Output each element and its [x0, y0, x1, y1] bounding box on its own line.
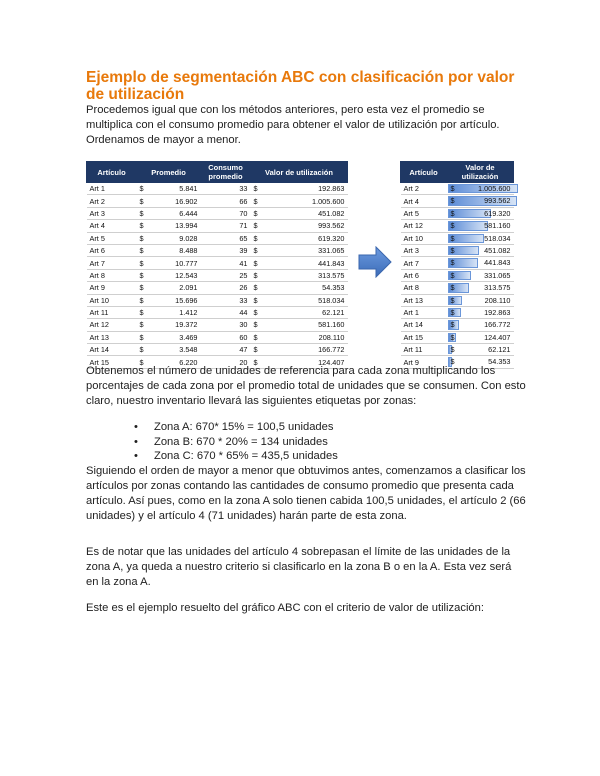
cell-valor — [447, 331, 514, 343]
table-body — [87, 183, 348, 369]
cell-articulo: Art 12 — [401, 220, 447, 232]
table-row — [401, 220, 514, 232]
cell-promedio: 1.412 — [153, 306, 201, 318]
cell-value: 619.320 — [484, 208, 511, 218]
cell-value: 54.353 — [488, 357, 511, 367]
cell-articulo: Art 15 — [87, 356, 137, 368]
cell-articulo: Art 8 — [401, 282, 447, 294]
cell-valor: 518.034 — [267, 294, 348, 306]
list-item: • Zona A: 670* 15% = 100,5 unidades — [134, 420, 338, 435]
cell-valor — [447, 232, 514, 244]
cell-currency: $ — [137, 294, 153, 306]
cell-currency: $ — [251, 356, 267, 368]
cell-currency: $ — [137, 269, 153, 281]
cell-value: 993.562 — [484, 196, 511, 206]
cell-currency: $ — [137, 207, 153, 219]
cell-valor — [447, 257, 514, 269]
cell-valor: 441.843 — [267, 257, 348, 269]
cell-value: 581.160 — [484, 221, 511, 231]
table-row — [401, 195, 514, 207]
cell-articulo: Art 5 — [87, 232, 137, 244]
zones-list — [134, 420, 338, 464]
cell-currency: $ — [137, 282, 153, 294]
cell-promedio: 6.220 — [153, 356, 201, 368]
table-body — [401, 183, 514, 369]
cell-consumo: 25 — [201, 269, 251, 281]
table-row — [401, 319, 514, 331]
table-row — [401, 294, 514, 306]
cell-articulo: Art 4 — [401, 195, 447, 207]
cell-promedio: 2.091 — [153, 282, 201, 294]
table-row — [87, 269, 348, 281]
cell-currency: $ — [137, 306, 153, 318]
table-row — [87, 244, 348, 256]
table-row — [401, 232, 514, 244]
cell-articulo: Art 3 — [87, 207, 137, 219]
cell-valor: 581.160 — [267, 319, 348, 331]
cell-valor — [447, 294, 514, 306]
cell-consumo: 33 — [201, 183, 251, 195]
cell-promedio: 3.469 — [153, 331, 201, 343]
cell-value: 331.065 — [484, 270, 511, 280]
cell-valor: 54.353 — [267, 282, 348, 294]
cell-valor — [447, 319, 514, 331]
cell-currency: $ — [251, 306, 267, 318]
cell-articulo: Art 6 — [87, 244, 137, 256]
cell-valor: 313.575 — [267, 269, 348, 281]
table-row — [401, 257, 514, 269]
cell-consumo: 30 — [201, 319, 251, 331]
cell-currency: $ — [137, 344, 153, 356]
table-row — [87, 344, 348, 356]
cell-currency: $ — [137, 232, 153, 244]
cell-value: 192.863 — [484, 307, 511, 317]
cell-currency: $ — [450, 196, 455, 206]
cell-currency: $ — [450, 332, 455, 342]
cell-articulo: Art 14 — [87, 344, 137, 356]
cell-valor — [447, 244, 514, 256]
cell-value: 518.034 — [484, 233, 511, 243]
cell-valor — [447, 195, 514, 207]
table-row — [401, 244, 514, 256]
cell-consumo: 70 — [201, 207, 251, 219]
table-row — [87, 282, 348, 294]
cell-currency: $ — [251, 232, 267, 244]
cell-currency: $ — [251, 331, 267, 343]
cell-valor: 192.863 — [267, 183, 348, 195]
cell-articulo: Art 15 — [401, 331, 447, 343]
cell-currency: $ — [137, 220, 153, 232]
cell-value: 124.407 — [484, 332, 511, 342]
cell-consumo: 60 — [201, 331, 251, 343]
table-row — [87, 294, 348, 306]
cell-promedio: 3.548 — [153, 344, 201, 356]
cell-consumo: 26 — [201, 282, 251, 294]
cell-promedio: 10.777 — [153, 257, 201, 269]
cell-currency: $ — [450, 208, 455, 218]
header-consumo: Consumo promedio — [201, 162, 251, 183]
header-valor: Valor de utilización — [447, 162, 514, 183]
cell-consumo: 71 — [201, 220, 251, 232]
cell-articulo: Art 8 — [87, 269, 137, 281]
cell-value: 313.575 — [484, 283, 511, 293]
cell-currency: $ — [450, 320, 455, 330]
cell-valor — [447, 306, 514, 318]
cell-articulo: Art 4 — [87, 220, 137, 232]
cell-consumo: 66 — [201, 195, 251, 207]
cell-currency: $ — [137, 319, 153, 331]
cell-promedio: 6.444 — [153, 207, 201, 219]
table-row — [87, 306, 348, 318]
cell-consumo: 20 — [201, 356, 251, 368]
cell-currency: $ — [251, 195, 267, 207]
cell-currency: $ — [137, 183, 153, 195]
cell-currency: $ — [251, 244, 267, 256]
cell-articulo: Art 2 — [87, 195, 137, 207]
cell-articulo: Art 11 — [87, 306, 137, 318]
table-header-row — [401, 162, 514, 183]
cell-articulo: Art 5 — [401, 207, 447, 219]
cell-promedio: 5.841 — [153, 183, 201, 195]
cell-currency: $ — [450, 221, 455, 231]
cell-promedio: 9.028 — [153, 232, 201, 244]
cell-promedio: 8.488 — [153, 244, 201, 256]
table-row — [87, 232, 348, 244]
cell-promedio: 12.543 — [153, 269, 201, 281]
cell-valor — [447, 207, 514, 219]
table-row — [401, 269, 514, 281]
cell-currency: $ — [137, 244, 153, 256]
cell-currency: $ — [450, 270, 455, 280]
cell-articulo: Art 13 — [87, 331, 137, 343]
table-row — [87, 220, 348, 232]
table-row — [87, 207, 348, 219]
cell-currency: $ — [137, 356, 153, 368]
cell-articulo: Art 11 — [401, 344, 447, 356]
cell-consumo: 65 — [201, 232, 251, 244]
table-row — [401, 183, 514, 195]
cell-value: 1.005.600 — [478, 184, 511, 193]
cell-value: 166.772 — [484, 320, 511, 330]
cell-valor: 208.110 — [267, 331, 348, 343]
cell-articulo: Art 7 — [87, 257, 137, 269]
cell-currency: $ — [137, 257, 153, 269]
cell-currency: $ — [450, 295, 455, 305]
list-item: • Zona B: 670 * 20% = 134 unidades — [134, 435, 338, 450]
right-arrow-icon — [358, 246, 392, 278]
cell-articulo: Art 14 — [401, 319, 447, 331]
cell-promedio: 16.902 — [153, 195, 201, 207]
closing-paragraph: Este es el ejemplo resuelto del gráfico ABC con el criterio de valor de utilización: — [86, 602, 484, 614]
table-row — [401, 344, 514, 356]
cell-consumo: 47 — [201, 344, 251, 356]
cell-currency: $ — [251, 294, 267, 306]
cell-currency: $ — [450, 357, 455, 367]
table-row — [401, 282, 514, 294]
cell-currency: $ — [450, 258, 455, 268]
table-header-row — [87, 162, 348, 183]
cell-currency: $ — [251, 207, 267, 219]
cell-articulo: Art 10 — [87, 294, 137, 306]
cell-articulo: Art 13 — [401, 294, 447, 306]
cell-currency: $ — [251, 257, 267, 269]
table-row — [401, 306, 514, 318]
cell-currency: $ — [450, 245, 455, 255]
cell-valor: 993.562 — [267, 220, 348, 232]
cell-articulo: Art 1 — [87, 183, 137, 195]
note-paragraph: Es de notar que las unidades del artículo 4 sobrepasan el límite de las unidades de la zona A, ya queda a nuestro criterio si clasificarlo en la zona B o en la A. Esta vez será en la zona A. — [86, 546, 512, 588]
table-row — [87, 183, 348, 195]
cell-articulo: Art 12 — [87, 319, 137, 331]
cell-articulo: Art 9 — [87, 282, 137, 294]
cell-consumo: 39 — [201, 244, 251, 256]
utilization-table — [86, 161, 348, 369]
cell-currency: $ — [251, 344, 267, 356]
cell-valor: 619.320 — [267, 232, 348, 244]
cell-currency: $ — [251, 220, 267, 232]
list-item: • Zona C: 670 * 65% = 435,5 unidades — [134, 449, 338, 464]
header-valor: Valor de utilización — [251, 162, 348, 183]
cell-valor: 62.121 — [267, 306, 348, 318]
cell-currency: $ — [450, 233, 455, 243]
table-row — [401, 207, 514, 219]
table-row — [87, 195, 348, 207]
cell-valor: 451.082 — [267, 207, 348, 219]
header-articulo: Artículo — [401, 162, 447, 183]
cell-valor — [447, 282, 514, 294]
cell-valor — [447, 344, 514, 356]
section-title: Ejemplo de segmentación ABC con clasificación por valor de utilización — [86, 69, 515, 103]
cell-currency: $ — [450, 184, 455, 193]
cell-articulo: Art 9 — [401, 356, 447, 368]
cell-currency: $ — [450, 345, 455, 355]
cell-currency: $ — [450, 307, 455, 317]
cell-valor — [447, 220, 514, 232]
cell-currency: $ — [251, 269, 267, 281]
cell-value: 441.843 — [484, 258, 511, 268]
cell-value: 208.110 — [484, 295, 511, 305]
table-row — [401, 331, 514, 343]
cell-articulo: Art 10 — [401, 232, 447, 244]
cell-promedio: 19.372 — [153, 319, 201, 331]
cell-articulo: Art 1 — [401, 306, 447, 318]
cell-currency: $ — [251, 183, 267, 195]
cell-articulo: Art 3 — [401, 244, 447, 256]
table-row — [87, 257, 348, 269]
cell-valor: 331.065 — [267, 244, 348, 256]
cell-valor: 1.005.600 — [267, 195, 348, 207]
table-row — [87, 331, 348, 343]
cell-currency: $ — [137, 195, 153, 207]
cell-currency: $ — [450, 283, 455, 293]
classification-paragraph: Siguiendo el orden de mayor a menor que obtuvimos antes, comenzamos a clasificar los artículos por zonas contando las cantidades de consumo promedio que presenta cada artículo. Así pues, como en la zona A solo tienen cabida 100,5 unidades, el artículo 2 (66 unidades) y el artículo 4 (71 unidades) harán parte de esta zona. — [86, 465, 526, 522]
intro-paragraph: Procedemos igual que con los métodos anteriores, pero esta vez el promedio se multiplica con el consumo promedio para obtener el valor de utilización por artículo. Ordenamos de mayor a menor. — [86, 104, 500, 146]
cell-value: 451.082 — [484, 245, 511, 255]
cell-value: 62.121 — [488, 345, 511, 355]
cell-promedio: 13.994 — [153, 220, 201, 232]
cell-consumo: 44 — [201, 306, 251, 318]
header-articulo: Artículo — [87, 162, 137, 183]
cell-valor — [447, 269, 514, 281]
header-promedio: Promedio — [137, 162, 201, 183]
cell-promedio: 15.696 — [153, 294, 201, 306]
cell-valor: 124.407 — [267, 356, 348, 368]
cell-articulo: Art 6 — [401, 269, 447, 281]
sorted-utilization-table — [400, 161, 514, 369]
table-row — [87, 319, 348, 331]
zones-paragraph: Obtenemos el número de unidades de referencia para cada zona multiplicando los porcentajes de cada zona por el promedio total de unidades que se consumen. Con esto claro, nuestro inventario llevará las siguientes etiquetas por zonas: — [86, 365, 526, 407]
cell-currency: $ — [251, 282, 267, 294]
cell-currency: $ — [251, 319, 267, 331]
cell-valor: 166.772 — [267, 344, 348, 356]
cell-consumo: 33 — [201, 294, 251, 306]
cell-articulo: Art 7 — [401, 257, 447, 269]
cell-currency: $ — [137, 331, 153, 343]
cell-articulo: Art 2 — [401, 183, 447, 195]
cell-consumo: 41 — [201, 257, 251, 269]
cell-valor — [447, 183, 514, 195]
